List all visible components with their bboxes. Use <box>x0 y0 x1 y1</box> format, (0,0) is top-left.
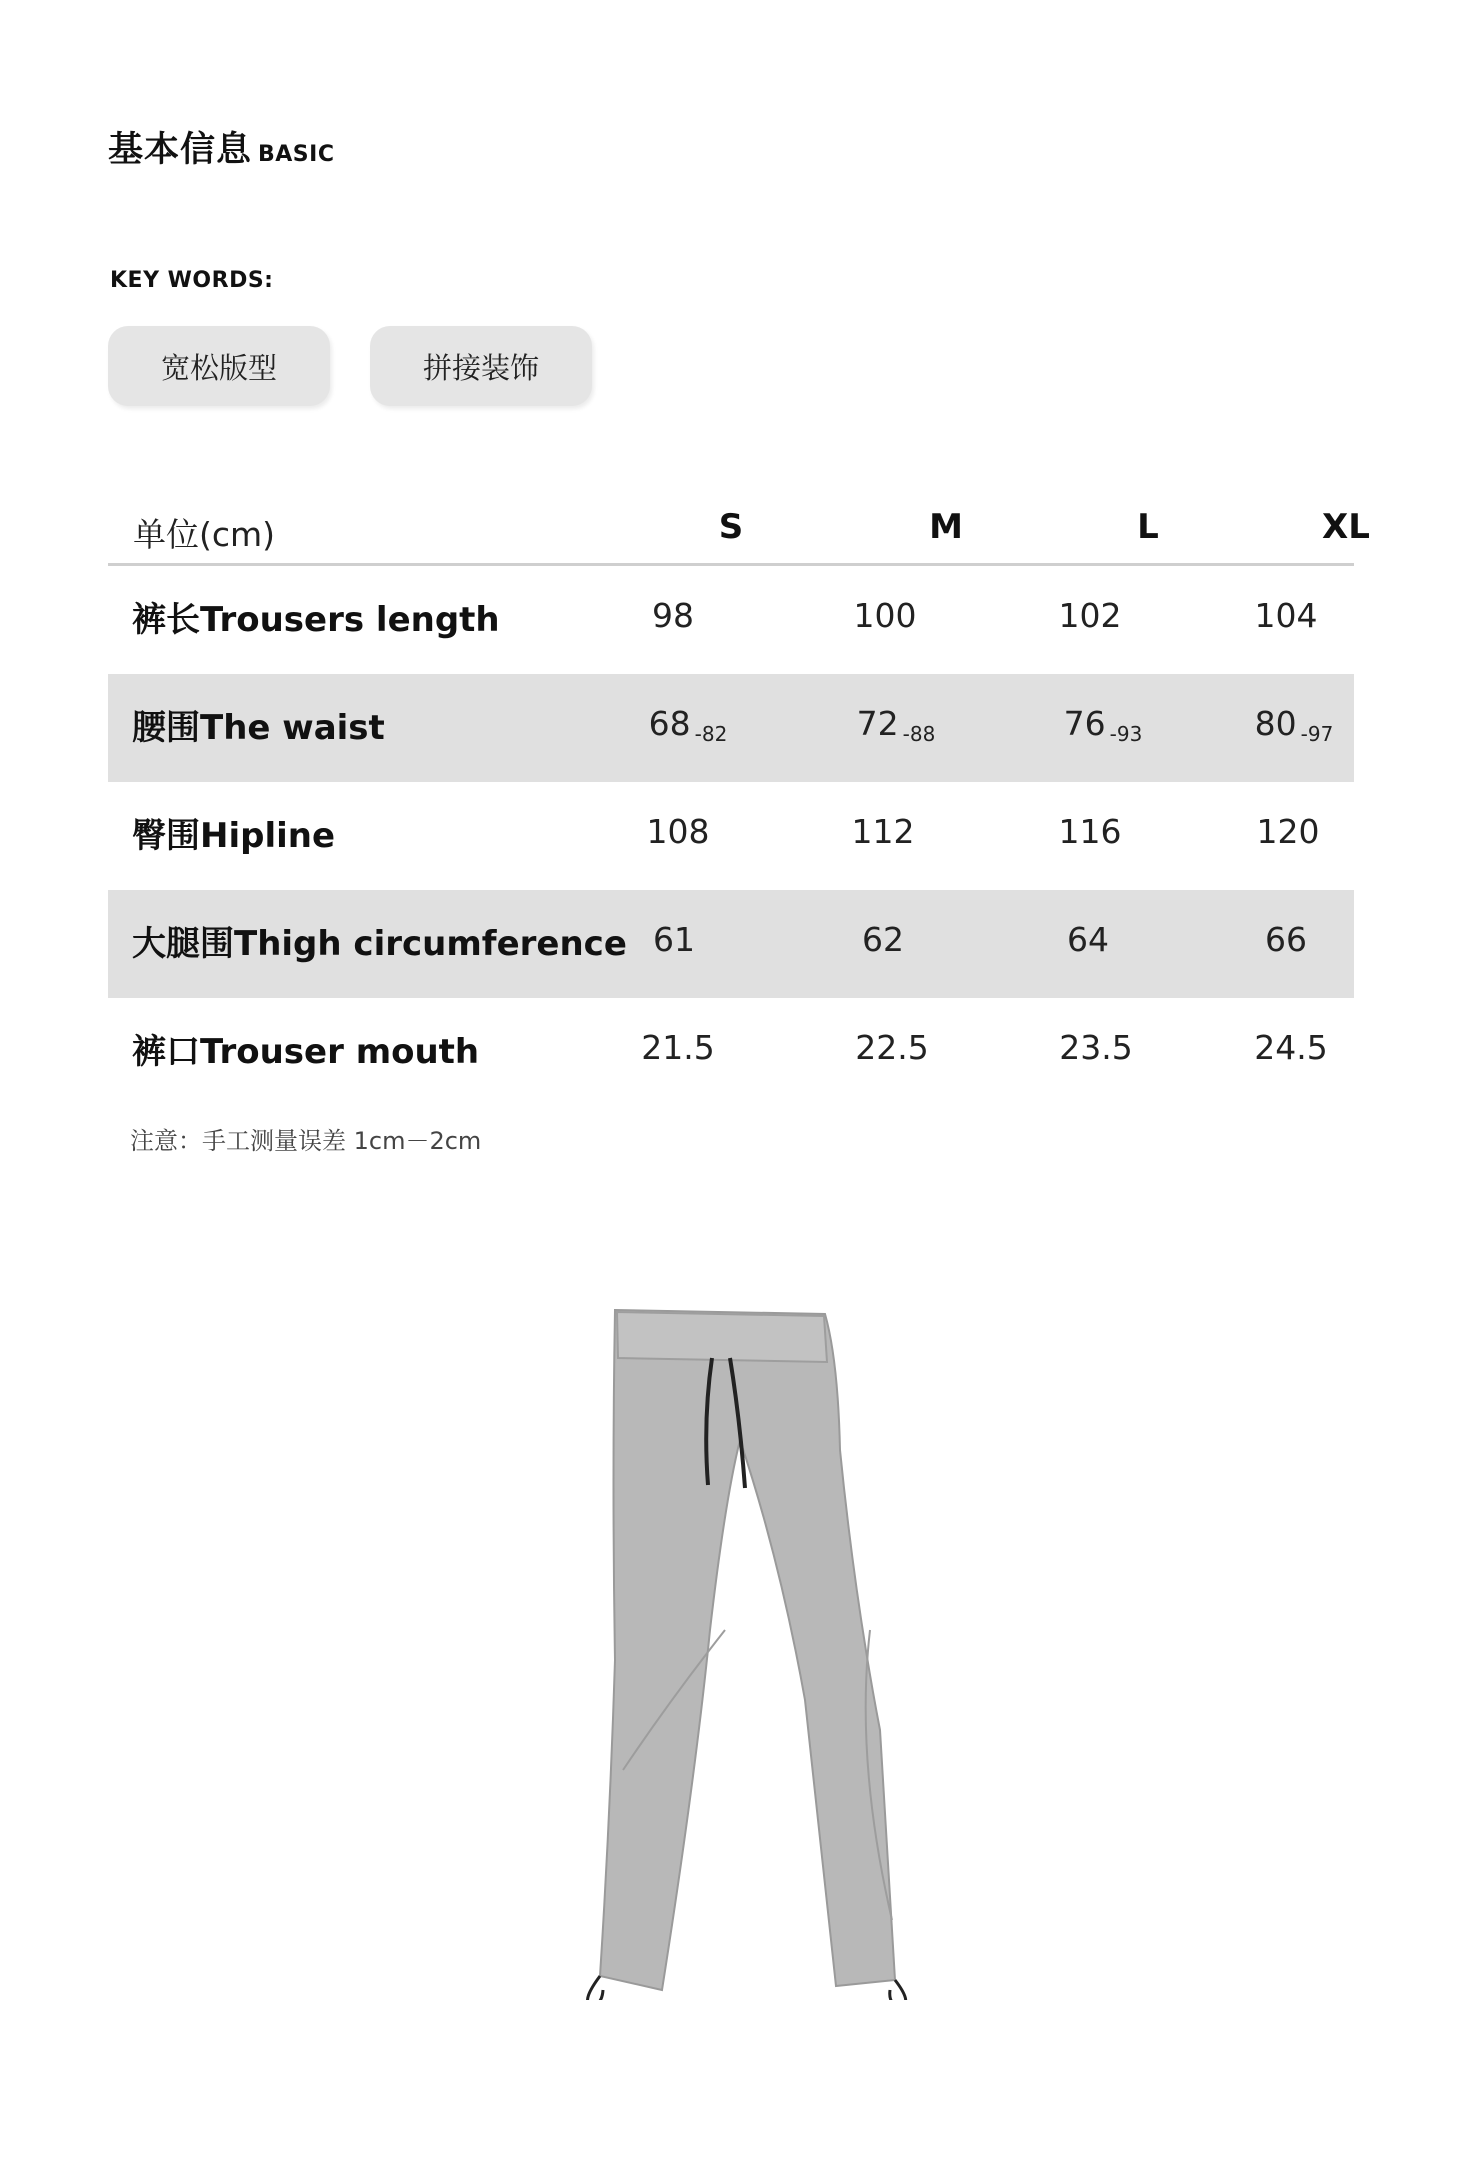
cell-range: -82 <box>694 722 728 746</box>
size-table-header <box>108 493 1370 566</box>
table-cell: 23.5 <box>1059 1028 1133 1067</box>
size-table <box>108 493 1370 1106</box>
table-cell: 66 <box>1265 920 1307 959</box>
cell-value: 68 <box>648 704 691 743</box>
unit-label: 单位(cm) <box>133 515 276 554</box>
table-row-hipline <box>108 782 1354 890</box>
table-cell: 120 <box>1256 812 1320 851</box>
table-cell: 104 <box>1254 596 1318 635</box>
table-cell <box>1224 674 1364 774</box>
table-cell: 116 <box>1058 812 1122 851</box>
row-label: 大腿围Thigh circumference <box>132 924 627 964</box>
page-title <box>108 122 335 172</box>
cell-range: -88 <box>902 722 936 746</box>
cell-range: -97 <box>1300 722 1334 746</box>
keyword-tag-loose-fit: 宽松版型 <box>108 326 330 406</box>
cell-range: -93 <box>1109 722 1143 746</box>
size-l-header: L <box>1137 507 1159 547</box>
keyword-tag-splice-decoration: 拼接装饰 <box>370 326 592 406</box>
row-label: 裤长Trousers length <box>132 600 500 640</box>
measurement-note: 注意：手工测量误差 1cm－2cm <box>130 1127 482 1155</box>
table-row-trousers-length <box>108 566 1354 674</box>
size-s-header: S <box>718 507 744 547</box>
table-cell: 22.5 <box>855 1028 929 1067</box>
table-cell <box>826 674 966 774</box>
cell-value: 80 <box>1254 704 1297 743</box>
table-row-thigh <box>108 890 1354 998</box>
table-cell: 21.5 <box>641 1028 715 1067</box>
keywords-label: KEY WORDS: <box>110 268 274 293</box>
table-row-waist <box>108 674 1354 782</box>
table-cell: 61 <box>653 920 695 959</box>
table-cell: 100 <box>853 596 917 635</box>
row-label: 臀围Hipline <box>132 816 336 856</box>
table-row-trouser-mouth <box>108 998 1354 1106</box>
table-cell <box>1033 674 1173 774</box>
table-cell: 62 <box>862 920 904 959</box>
row-label: 裤口Trouser mouth <box>132 1032 480 1072</box>
table-cell: 102 <box>1058 596 1122 635</box>
title-en: BASIC <box>258 142 335 167</box>
table-cell: 98 <box>652 596 694 635</box>
title-cn: 基本信息 <box>108 130 253 170</box>
row-label: 腰围The waist <box>132 708 385 748</box>
table-cell: 64 <box>1067 920 1109 959</box>
cell-value: 76 <box>1063 704 1106 743</box>
table-cell <box>618 674 758 774</box>
table-cell: 24.5 <box>1254 1028 1328 1067</box>
cell-value: 72 <box>856 704 899 743</box>
table-cell: 108 <box>646 812 710 851</box>
size-m-header: M <box>929 507 963 547</box>
size-xl-header: XL <box>1322 507 1370 547</box>
grey-trousers-illustration-icon <box>440 1300 1040 2000</box>
table-cell: 112 <box>851 812 915 851</box>
